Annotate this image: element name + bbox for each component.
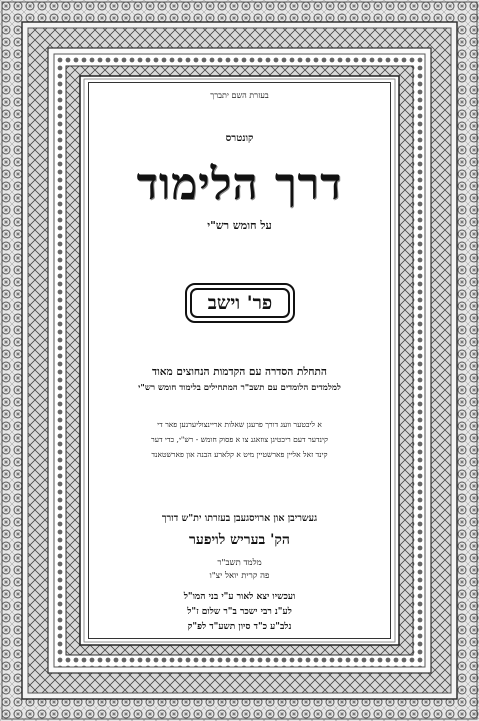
author-title: מלמד תשב"ר: [217, 558, 262, 568]
paragraph-line-3: קינד זאל אליין פארשטיין מיט א קלארע הבנה און פארשטאנד: [151, 450, 328, 459]
parsha-frame: [185, 283, 295, 323]
main-title: דרך הלימוד: [136, 159, 343, 210]
description-line-1: התחלת הסדרה עם הקדמות הנחוצים מאוד: [152, 366, 327, 378]
title-page-panel: [88, 82, 391, 639]
author-place: פה קרית יואל יצ"ו: [209, 571, 270, 581]
paragraph-line-2: קינדער דעם ריכטיגן צוזאגנ צו א פסוק חומש - רש"י, כדי דער: [151, 435, 328, 444]
author-name: הק' בעריש לויפער: [189, 532, 290, 548]
description-line-2: למלמדים הלומדים עם תשב"ר המתחילים בלימוד חומש רש"י: [138, 383, 341, 393]
title-subtitle: על חומש רש"י: [207, 219, 272, 232]
parsha-label: פר' וישב: [190, 288, 290, 318]
author-intro: געשריבן און ארויסגעבן בעזרתו ית"ש דורך: [161, 513, 318, 524]
dedication-line-2: לע"נ רבי ישכר ב"ר שלום ז"ל: [187, 607, 292, 617]
paragraph-line-1: א ליבטער וועג דורך פרעגן שאלות אריינצוליערנען פאר די: [157, 420, 322, 429]
dedication-line-1: ועכשיו יצא לאור ע"י בני המו"ל: [183, 592, 296, 602]
header-blessing: בעזרת השם יתברך: [210, 91, 269, 100]
title-prefix: קונטרס: [225, 133, 254, 144]
dedication-line-3: נלב"ע כ"ד סיון תשע"ד לפ"ק: [187, 622, 292, 632]
